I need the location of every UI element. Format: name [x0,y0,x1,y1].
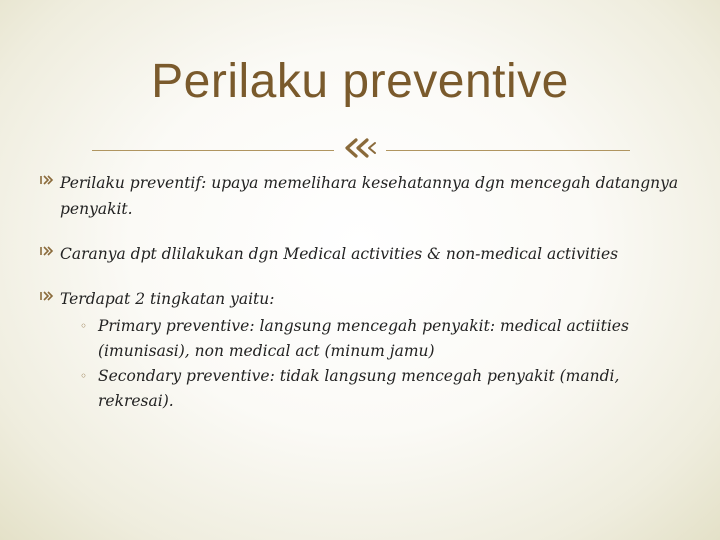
sub-bullet-text: Primary preventive: langsung mencegah penyakit: medical actiities (imunisasi), non medical act (minum jamu) [98,317,629,360]
bullet-chevron-icon [40,174,54,186]
bullet-item [40,241,680,267]
sub-bullet-list [60,314,680,414]
hollow-circle-icon: ◦ [80,319,88,333]
bullet-chevron-icon [40,245,54,257]
bullet-list [40,170,680,433]
sub-bullet-item [60,314,680,364]
divider-line-right [386,150,630,151]
title-divider [92,148,630,154]
sub-bullet-item [60,364,680,414]
bullet-text: Terdapat 2 tingkatan yaitu: [60,290,275,308]
bullet-item [40,170,680,222]
sub-bullet-text: Secondary preventive: tidak langsung mencegah penyakit (mandi, rekresai). [98,367,620,410]
double-chevron-left-icon [342,137,378,159]
bullet-item [40,286,680,414]
bullet-text: Perilaku preventif: upaya memelihara kesehatannya dgn mencegah datangnya penyakit. [60,174,679,218]
divider-line-left [92,150,334,151]
bullet-chevron-icon [40,290,54,302]
slide-title: Perilaku preventive [151,55,569,108]
hollow-circle-icon: ◦ [80,369,88,383]
bullet-text: Caranya dpt dlilakukan dgn Medical activities & non-medical activities [60,245,619,263]
